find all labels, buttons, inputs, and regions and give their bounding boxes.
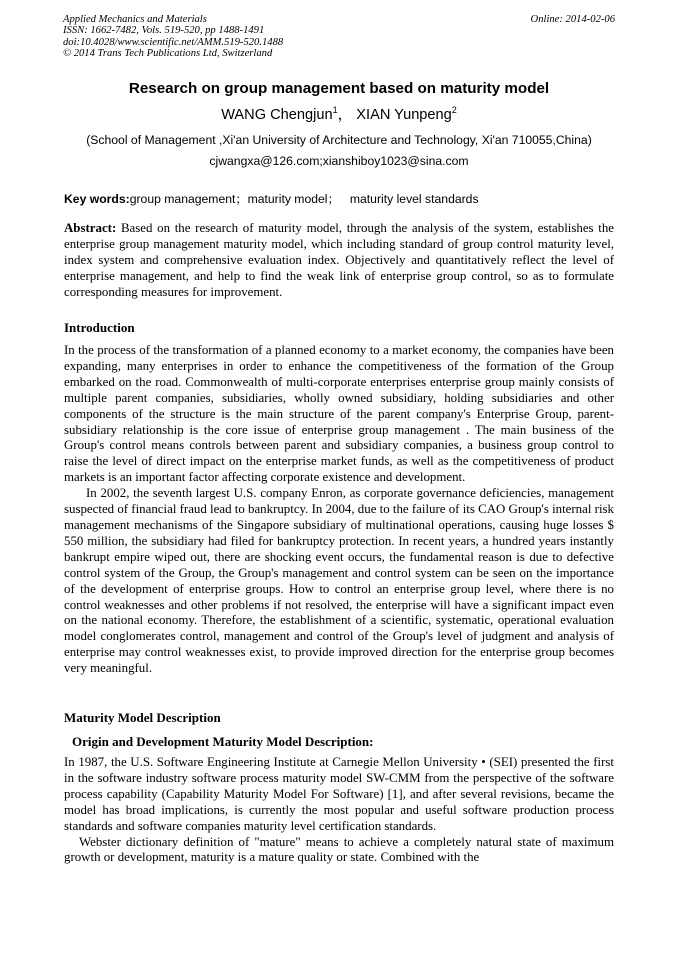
author-1: WANG Chengjun (221, 107, 333, 123)
author-emails: cjwangxa@126.com;xianshiboy1023@sina.com (209, 154, 469, 168)
abstract-text: Based on the research of maturity model, through the analysis of the system, establishes the enterprise group management maturity model, which including standard of group control maturity level, index system and comprehensive evaluation index. Objectively and quantitatively reflect the level of enterprise management, and help to find the weak link of enterprise group control, so as to formulate corresponding measures for improvement. (64, 221, 614, 299)
authors-line (0, 103, 678, 124)
issn-line: ISSN: 1662-7482, Vols. 519-520, pp 1488-1491 (63, 25, 265, 37)
author-2-affil-mark: 2 (451, 105, 457, 115)
paragraph: In the process of the transformation of a planned economy to a market economy, the companies have been expanding, many enterprises in order to enhance the competitiveness of the formation of the Group embarked on the road. Commonwealth of multi-corporate enterprises enterprise group mainly consists of multiple parent companies, subsidiaries, wholly owned subsidiary, holding subsidiaries and other components of the structure is the main structure of the parent company's Enterprise Group, parent-subsidiary relationship is the core issue of enterprise group management . The main business of the Group's control means controls between parent and subsidiary companies, a business group control to raise the level of direct impact on the enterprise market funds, as well as the competitiveness of product markets is an important factor affecting corporate existence and development. (64, 343, 614, 485)
paragraph: In 1987, the U.S. Software Engineering Institute at Carnegie Mellon University • (SEI) presented the first in the software industry software process maturity model SW-CMM from the perspective of the software process capability (Capability Maturity Model For Software) [1], and after several revisions, became the model has broad implications, is currently the most popular and useful software production process standards and software companies maturity level certification standards. (64, 755, 614, 833)
paragraph: Webster dictionary definition of "mature" means to achieve a completely natural state of maximum growth or development, maturity is a mature quality or state. Combined with the (64, 834, 614, 865)
journal-name: Applied Mechanics and Materials (63, 14, 207, 25)
abstract-label: Abstract: (64, 221, 117, 235)
section-heading-maturity-model: Maturity Model Description (64, 710, 221, 725)
paragraph: In 2002, the seventh largest U.S. company Enron, as corporate governance deficiencies, management suspected of financial fraud lead to bankruptcy. In 2004, due to the failure of its CAO Group's internal risk management mechanisms of the Singapore subsidiary of multinational operations, causing huge losses $ 550 million, the subsidiary had filed for bankruptcy protection. In recent years, a hundred years instantly bankrupt empire wiped out, there are shocking event occurs, the fundamental reason is due to defective control system of the Group, the Group's management and control system can be seen on the importance of the development of enterprise groups. How to control an enterprise group level, where there is no control weaknesses and other problems if not resolved, the enterprise will have a significant impact even on the national economy. Therefore, the establishment of a scientific, systematic, operational evaluation model conglomerates control, management and control of the Group's level of judgment and analysis of enterprise may control weaknesses exist, to provide improved direction for the enterprise group becomes very meaningful. (64, 486, 614, 676)
keywords-label: Key words: (64, 192, 130, 206)
author-1-affil-mark: 1 (332, 105, 338, 115)
introduction-body (64, 343, 614, 677)
paper-title: Research on group management based on maturity model (128, 80, 550, 97)
affiliation: (School of Management ,Xi'an University of Architecture and Technology, Xi'an 710055,China) (86, 133, 592, 147)
section-heading-introduction: Introduction (64, 320, 135, 335)
author-separator: ， (337, 107, 353, 123)
keywords-text: group management；maturity model； maturity level standards (129, 192, 479, 206)
doi-line: doi:10.4028/www.scientific.net/AMM.519-520.1488 (63, 36, 284, 48)
online-date: Online: 2014-02-06 (530, 14, 615, 25)
copyright-line: © 2014 Trans Tech Publications Ltd, Switzerland (63, 47, 273, 59)
author-2: XIAN Yunpeng (356, 107, 452, 123)
journal-header (63, 14, 283, 59)
subsection-heading-origin: Origin and Development Maturity Model Description: (72, 734, 374, 749)
keywords (64, 190, 479, 207)
maturity-body (64, 755, 614, 866)
abstract (64, 221, 614, 301)
